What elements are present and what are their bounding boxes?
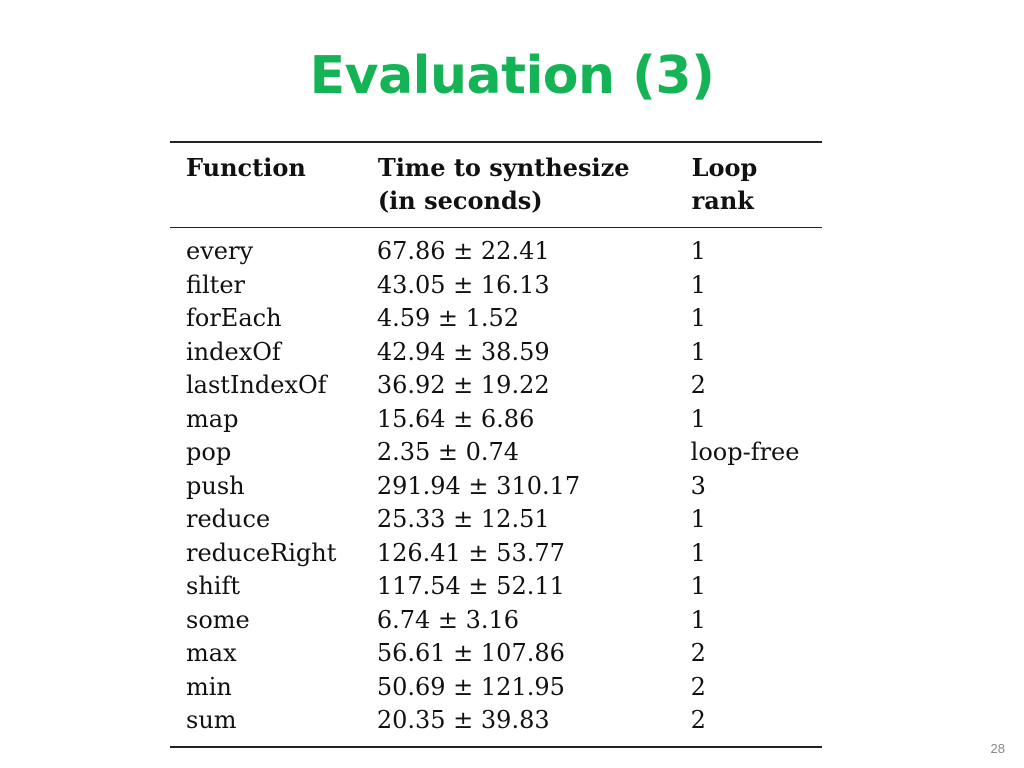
table-row: [170, 269, 822, 303]
results-table-container: [170, 141, 822, 748]
cell-time: 67.86 ± 22.41: [376, 237, 550, 265]
table-row: [170, 369, 822, 403]
cell-function: map: [186, 404, 239, 433]
table-row: [170, 336, 822, 370]
table-row: [170, 436, 822, 470]
cell-loop-rank: loop-free: [690, 438, 800, 466]
cell-function: sum: [186, 706, 237, 734]
page-number: 28: [990, 741, 1005, 756]
cell-time: 6.74 ± 3.16: [376, 605, 520, 634]
header-row: [170, 142, 822, 228]
table-row: [170, 228, 822, 269]
cell-time: 42.94 ± 38.59: [376, 337, 550, 366]
cell-loop-rank: 2: [690, 706, 706, 734]
cell-function: forEach: [186, 304, 282, 332]
header-function: Function: [186, 153, 306, 182]
cell-function: push: [186, 471, 245, 500]
results-table: [170, 141, 822, 748]
cell-time: 43.05 ± 16.13: [376, 270, 550, 299]
slide-title: Evaluation (3): [309, 46, 715, 106]
table-body: [170, 228, 822, 747]
cell-loop-rank: 2: [690, 371, 706, 399]
cell-time: 2.35 ± 0.74: [376, 438, 520, 466]
cell-loop-rank: 1: [690, 404, 706, 433]
cell-loop-rank: 1: [690, 270, 706, 299]
table-row: [170, 537, 822, 571]
cell-loop-rank: 1: [690, 505, 706, 533]
table-row: [170, 704, 822, 747]
table-row: [170, 604, 822, 638]
cell-function: reduceRight: [186, 538, 337, 567]
header-time-to-synthesize: Time to synthesize (in seconds): [377, 153, 630, 215]
cell-loop-rank: 3: [690, 471, 706, 500]
cell-function: filter: [186, 270, 246, 299]
cell-function: indexOf: [186, 337, 281, 366]
table-row: [170, 470, 822, 504]
cell-loop-rank: 2: [690, 639, 706, 667]
cell-loop-rank: 1: [690, 572, 706, 600]
cell-time: 36.92 ± 19.22: [376, 371, 550, 399]
cell-time: 291.94 ± 310.17: [376, 471, 581, 500]
cell-loop-rank: 2: [690, 672, 706, 701]
cell-loop-rank: 1: [690, 538, 706, 567]
cell-function: shift: [186, 572, 240, 600]
table-row: [170, 570, 822, 604]
table-row: [170, 302, 822, 336]
cell-function: some: [186, 605, 250, 634]
header-loop-rank: Loop rank: [691, 153, 758, 215]
cell-time: 56.61 ± 107.86: [376, 639, 565, 667]
cell-loop-rank: 1: [690, 605, 706, 634]
cell-function: max: [186, 639, 237, 667]
cell-time: 20.35 ± 39.83: [376, 706, 550, 734]
cell-time: 15.64 ± 6.86: [376, 404, 535, 433]
cell-loop-rank: 1: [690, 337, 706, 366]
cell-loop-rank: 1: [690, 304, 706, 332]
cell-time: 126.41 ± 53.77: [376, 538, 565, 567]
table-header: [170, 142, 822, 228]
cell-time: 25.33 ± 12.51: [376, 505, 550, 533]
table-row: [170, 637, 822, 671]
cell-function: every: [186, 237, 253, 265]
cell-time: 4.59 ± 1.52: [376, 304, 520, 332]
table-row: [170, 671, 822, 705]
cell-time: 117.54 ± 52.11: [376, 572, 565, 600]
cell-time: 50.69 ± 121.95: [376, 672, 565, 701]
cell-function: pop: [186, 438, 232, 466]
cell-function: lastIndexOf: [186, 371, 327, 399]
cell-function: min: [186, 672, 232, 701]
table-row: [170, 403, 822, 437]
cell-loop-rank: 1: [690, 237, 706, 265]
cell-function: reduce: [186, 505, 271, 533]
table-row: [170, 503, 822, 537]
